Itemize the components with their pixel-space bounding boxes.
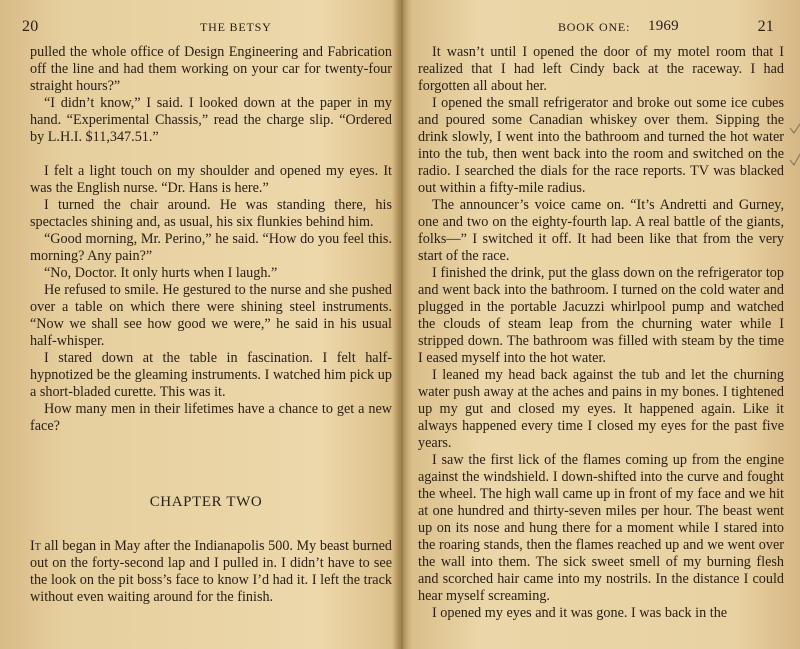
right-page-number: 21: [757, 18, 774, 35]
paragraph: pulled the whole office of Design Engineering and Fabrication off the line and had them working on your car for twenty-four straight hours?”: [30, 44, 392, 94]
pencil-check-mark: [788, 122, 800, 136]
chapter-paragraph-text: all began in May after the Indianapolis 500. My beast burned out on the forty-second lap and I pulled in. I didn’t have to see the look on the pit boss’s face to know I’d had it. I left the track without even waiting around for the finish.: [30, 538, 392, 605]
paragraph: “Good morning, Mr. Perino,” he said. “How do you feel this. morning? Any pain?”: [30, 231, 392, 264]
paragraph: I felt a light touch on my shoulder and opened my eyes. It was the English nurse. “Dr. Hans is here.”: [30, 163, 392, 196]
chapter-lead-caps: It: [30, 538, 41, 554]
chapter-opening: [30, 538, 392, 606]
right-page: [416, 0, 784, 649]
paragraph: I opened my eyes and it was gone. I was back in the: [432, 605, 728, 621]
chapter-first-paragraph: [30, 538, 392, 606]
paragraph: The announcer’s voice came on. “It’s Andretti and Gurney, one and two on the eighty-fourth lap. A real battle of the giants, folks—” I switched it off. It had been like that from the very start of the race.: [418, 197, 784, 264]
paragraph: I turned the chair around. He was standing there, his spectacles shining and, as usual, his six flunkies behind him.: [30, 197, 392, 230]
paragraph: How many men in their lifetimes have a chance to get a new face?: [30, 401, 392, 434]
paragraph: “No, Doctor. It only hurts when I laugh.”: [44, 265, 278, 281]
paragraph: It wasn’t until I opened the door of my motel room that I realized that I had left Cindy back at the raceway. I had forgotten all about her.: [418, 44, 784, 94]
right-running-head: [416, 18, 784, 36]
left-page: [20, 0, 392, 649]
left-page-body: [30, 44, 392, 435]
paragraph: I saw the first lick of the flames coming up from the engine against the windshield. I down-shifted into the curve and fought the wheel. The high wall came up in front of my face and we hit at one hundred and thirty-seven miles per hour. The beast went up on its nose and hung there for a moment while I stared into the roaring stands, then the flames reached up and we went over the wall into them. The sick sweet smell of my burning flesh and scorched hair came into my nostrils. In the distance I could hear myself screaming.: [418, 452, 784, 604]
book-gutter: [392, 0, 412, 649]
right-page-body: [418, 44, 784, 622]
pencil-check-mark: [788, 152, 800, 168]
left-running-head: [20, 18, 392, 36]
paragraph: He refused to smile. He gestured to the nurse and she pushed over a table on which there were shining steel instruments. “Now we shall see how good we were,” he said in his usual half-whisper.: [30, 282, 392, 349]
paragraph: I opened the small refrigerator and broke out some ice cubes and poured some Canadian whiskey over them. Sipping the drink slowly, I went into the bathroom and turned the hot water into the tub, then went back into the room and switched on the radio. I searched the dials for the race reports. TV was blacked out within a fifty-mile radius.: [418, 95, 784, 196]
chapter-heading: CHAPTER TWO: [149, 494, 263, 510]
left-running-title: THE BETSY: [200, 20, 272, 34]
right-running-year: 1969: [648, 18, 679, 34]
paragraph: “I didn’t know,” I said. I looked down at the paper in my hand. “Experimental Chassis,” read the charge slip. “Ordered by L.H.I. $11,347.51.”: [30, 95, 392, 145]
right-running-title: BOOK ONE:: [558, 20, 631, 34]
left-page-number: 20: [22, 18, 39, 35]
paragraph: I leaned my head back against the tub and let the churning water push away at the aches and pains in my bones. I tightened up my gut and closed my eyes. It happened again. Like it always happened every time I closed my eyes for the past five years.: [418, 367, 784, 451]
paragraph: I stared down at the table in fascination. I felt half-hypnotized be the gleaming instruments. I watched him pick up a short-bladed curette. This was it.: [30, 350, 392, 400]
paragraph: I finished the drink, put the glass down on the refrigerator top and went back into the bathroom. I turned on the cold water and plugged in the portable Jacuzzi whirlpool pump and watched the clouds of steam leap from the churning water while I stripped down. The bathroom was filled with steam by the time I eased myself into the hot water.: [418, 265, 784, 366]
